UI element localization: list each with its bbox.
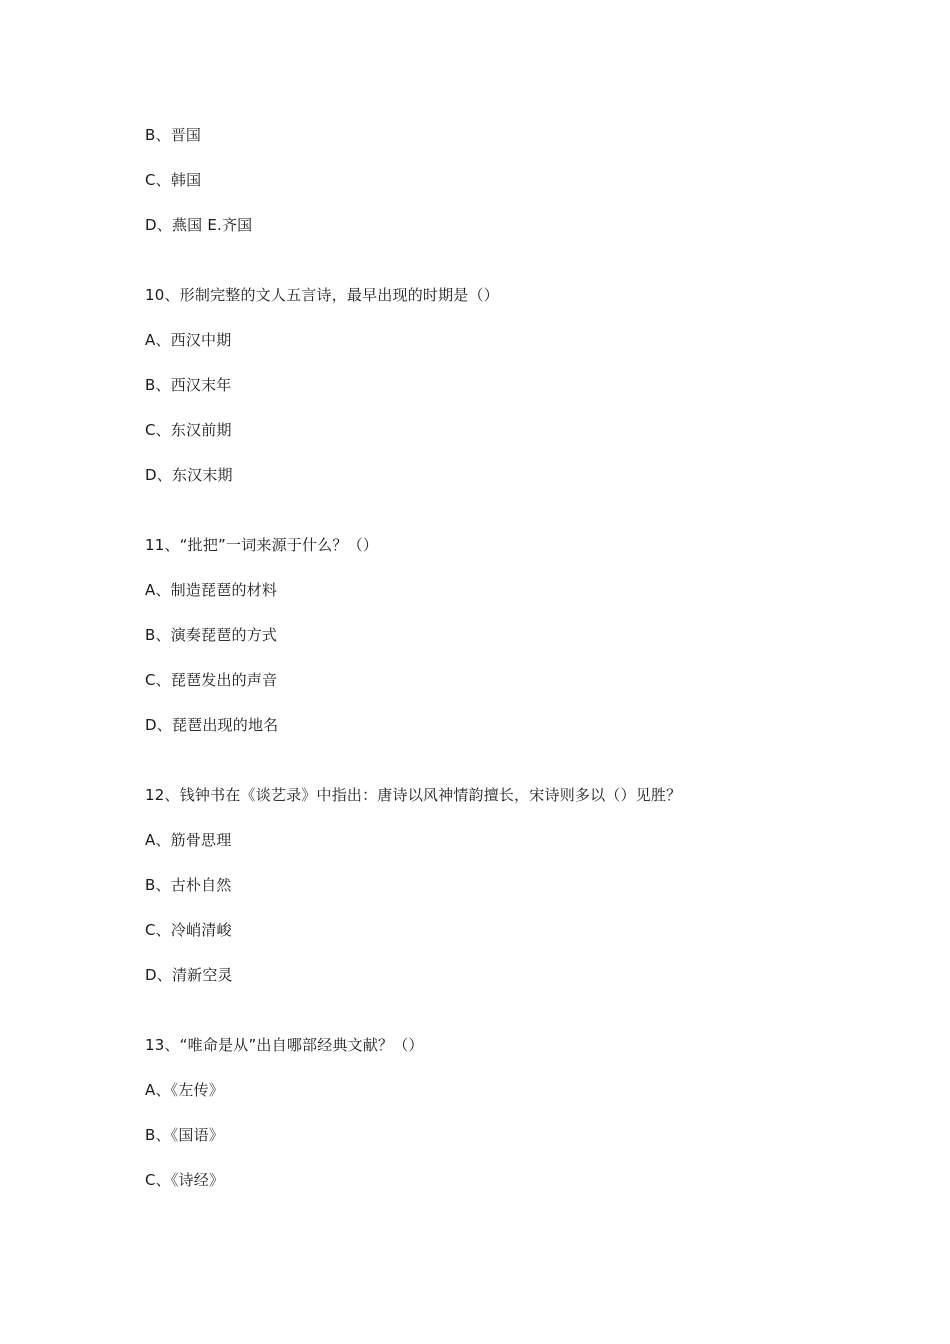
question-13: 13、“唯命是从”出自哪部经典文献？（）	[145, 1036, 424, 1054]
option-12-c: C、冷峭清峻	[145, 921, 232, 939]
option-13-c: C、《诗经》	[145, 1171, 225, 1189]
option-12-d: D、清新空灵	[145, 966, 233, 984]
question-12: 12、钱钟书在《谈艺录》中指出：唐诗以风神情韵擅长，宋诗则多以（）见胜？	[145, 786, 682, 804]
option-10-d: D、东汉末期	[145, 466, 233, 484]
question-10: 10、形制完整的文人五言诗，最早出现的时期是（）	[145, 286, 499, 304]
option-10-a: A、西汉中期	[145, 331, 232, 349]
option-11-a: A、制造琵琶的材料	[145, 581, 278, 599]
option-11-d: D、琵琶出现的地名	[145, 716, 279, 734]
option-10-c: C、东汉前期	[145, 421, 232, 439]
option-13-a: A、《左传》	[145, 1081, 224, 1099]
option-9-d-e: D、燕国 E.齐国	[145, 216, 253, 234]
option-12-a: A、筋骨思理	[145, 831, 232, 849]
option-9-b: B、晋国	[145, 126, 202, 144]
option-10-b: B、西汉末年	[145, 376, 232, 394]
option-12-b: B、古朴自然	[145, 876, 232, 894]
option-11-b: B、演奏琵琶的方式	[145, 626, 278, 644]
option-13-b: B、《国语》	[145, 1126, 224, 1144]
option-11-c: C、琵琶发出的声音	[145, 671, 278, 689]
question-11: 11、“批把”一词来源于什么？（）	[145, 536, 379, 554]
option-9-c: C、韩国	[145, 171, 202, 189]
